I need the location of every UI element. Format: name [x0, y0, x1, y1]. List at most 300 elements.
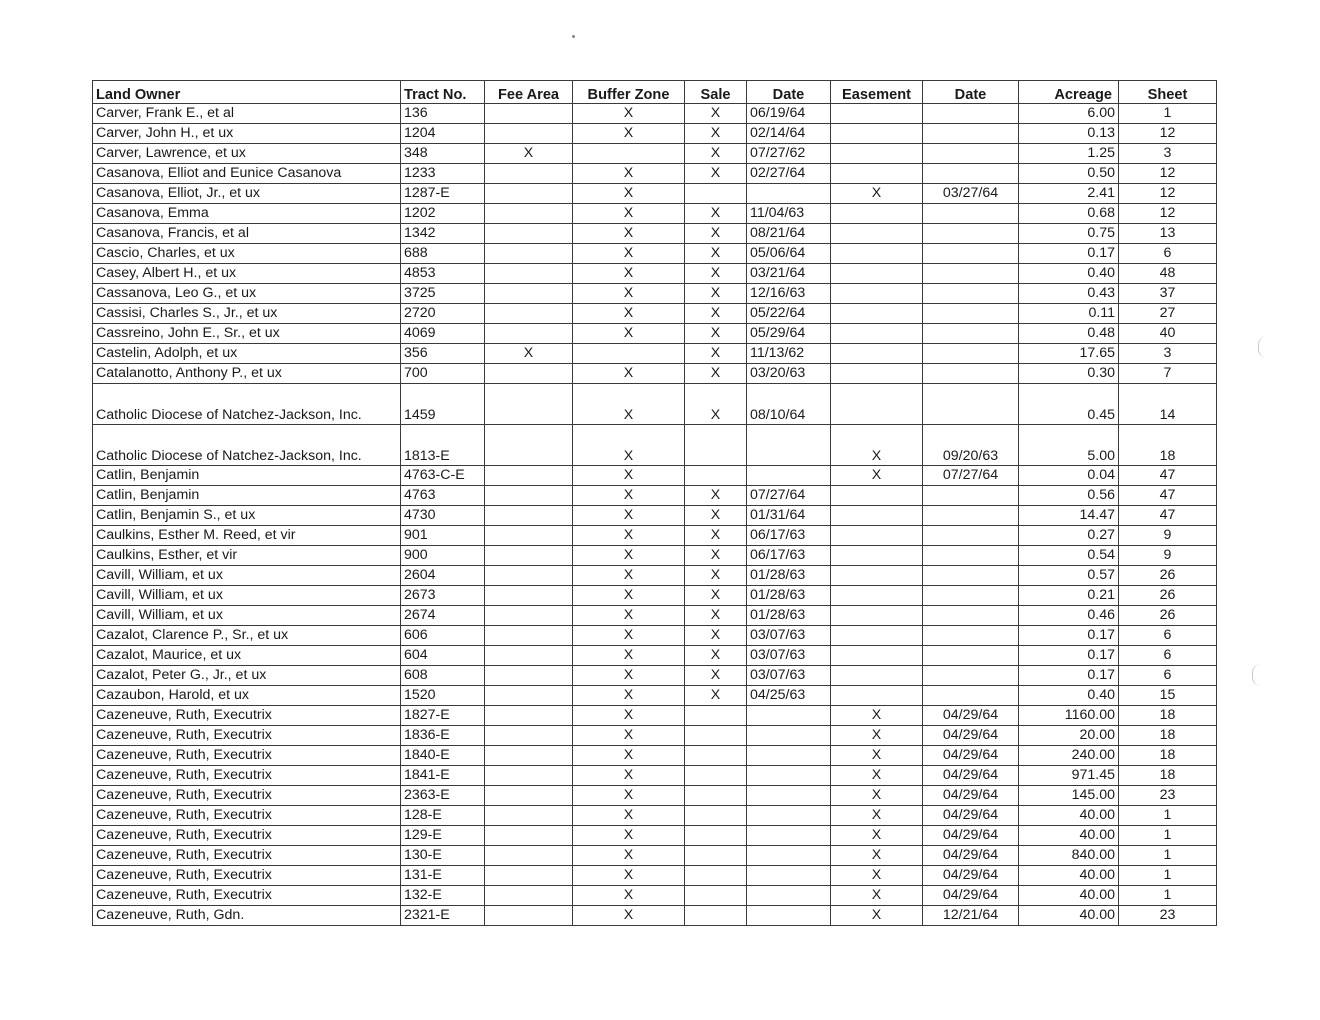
cell-sale-date: 01/28/63 [747, 566, 831, 586]
cell-acreage: 971.45 [1019, 766, 1119, 786]
cell-acreage: 0.46 [1019, 606, 1119, 626]
cell-buffer-zone: X [573, 164, 685, 184]
cell-easement-date [923, 586, 1019, 606]
cell-sale [685, 846, 747, 866]
cell-sheet: 47 [1119, 466, 1217, 486]
cell-sale-date: 03/21/64 [747, 264, 831, 284]
cell-fee-area [485, 746, 573, 766]
cell-fee-area [485, 826, 573, 846]
cell-easement [831, 546, 923, 566]
cell-land-owner: Casey, Albert H., et ux [93, 264, 401, 284]
cell-sale-date: 04/25/63 [747, 686, 831, 706]
cell-sale-date: 01/28/63 [747, 586, 831, 606]
cell-buffer-zone: X [573, 846, 685, 866]
cell-buffer-zone: X [573, 304, 685, 324]
cell-easement-date [923, 164, 1019, 184]
cell-buffer-zone: X [573, 284, 685, 304]
cell-tract-no: 1813-E [401, 425, 485, 466]
header-land-owner: Land Owner [93, 81, 401, 104]
cell-fee-area [485, 646, 573, 666]
table-row [93, 264, 1217, 284]
cell-sale-date: 05/29/64 [747, 324, 831, 344]
cell-acreage: 240.00 [1019, 746, 1119, 766]
cell-easement [831, 666, 923, 686]
cell-land-owner: Cazeneuve, Ruth, Executrix [93, 846, 401, 866]
cell-easement-date: 04/29/64 [923, 706, 1019, 726]
cell-tract-no: 2604 [401, 566, 485, 586]
cell-sheet: 18 [1119, 706, 1217, 726]
cell-sheet: 12 [1119, 164, 1217, 184]
cell-easement-date: 09/20/63 [923, 425, 1019, 466]
cell-easement [831, 104, 923, 124]
cell-easement [831, 324, 923, 344]
cell-easement-date [923, 686, 1019, 706]
table-row [93, 646, 1217, 666]
table-row [93, 144, 1217, 164]
cell-buffer-zone: X [573, 646, 685, 666]
cell-buffer-zone: X [573, 324, 685, 344]
cell-sheet: 18 [1119, 425, 1217, 466]
cell-fee-area [485, 786, 573, 806]
cell-sale-date: 08/21/64 [747, 224, 831, 244]
cell-sale-date: 01/31/64 [747, 506, 831, 526]
table-row [93, 706, 1217, 726]
cell-tract-no: 4763-C-E [401, 466, 485, 486]
cell-easement-date [923, 364, 1019, 384]
cell-sheet: 40 [1119, 324, 1217, 344]
cell-easement-date [923, 264, 1019, 284]
cell-sale: X [685, 586, 747, 606]
cell-acreage: 2.41 [1019, 184, 1119, 204]
cell-tract-no: 1202 [401, 204, 485, 224]
table-row [93, 164, 1217, 184]
cell-tract-no: 1459 [401, 384, 485, 425]
cell-easement-date [923, 646, 1019, 666]
cell-fee-area [485, 546, 573, 566]
table-row [93, 766, 1217, 786]
cell-acreage: 40.00 [1019, 886, 1119, 906]
cell-sheet: 23 [1119, 906, 1217, 926]
cell-fee-area [485, 506, 573, 526]
cell-sheet: 1 [1119, 806, 1217, 826]
table-row [93, 626, 1217, 646]
cell-tract-no: 136 [401, 104, 485, 124]
cell-sale-date: 07/27/62 [747, 144, 831, 164]
cell-sale: X [685, 124, 747, 144]
cell-easement [831, 244, 923, 264]
cell-sheet: 12 [1119, 124, 1217, 144]
cell-tract-no: 1287-E [401, 184, 485, 204]
table-row [93, 806, 1217, 826]
table-row [93, 686, 1217, 706]
cell-easement-date [923, 224, 1019, 244]
cell-tract-no: 1827-E [401, 706, 485, 726]
cell-sale-date [747, 866, 831, 886]
table-row [93, 726, 1217, 746]
header-acreage: Acreage [1019, 81, 1119, 104]
cell-sale-date [747, 766, 831, 786]
cell-land-owner: Carver, John H., et ux [93, 124, 401, 144]
cell-buffer-zone: X [573, 566, 685, 586]
header-fee-area: Fee Area [485, 81, 573, 104]
table-row [93, 425, 1217, 466]
cell-easement [831, 506, 923, 526]
cell-buffer-zone: X [573, 886, 685, 906]
cell-buffer-zone: X [573, 184, 685, 204]
cell-sheet: 13 [1119, 224, 1217, 244]
cell-sale-date: 06/17/63 [747, 526, 831, 546]
cell-fee-area [485, 766, 573, 786]
cell-fee-area [485, 466, 573, 486]
cell-sale: X [685, 606, 747, 626]
cell-buffer-zone: X [573, 746, 685, 766]
cell-tract-no: 2674 [401, 606, 485, 626]
cell-tract-no: 1841-E [401, 766, 485, 786]
cell-easement [831, 304, 923, 324]
cell-fee-area [485, 906, 573, 926]
cell-tract-no: 128-E [401, 806, 485, 826]
cell-easement-date [923, 546, 1019, 566]
table-row [93, 344, 1217, 364]
table-row [93, 826, 1217, 846]
cell-acreage: 1.25 [1019, 144, 1119, 164]
cell-tract-no: 1342 [401, 224, 485, 244]
cell-sale: X [685, 304, 747, 324]
cell-acreage: 0.17 [1019, 626, 1119, 646]
cell-sale-date: 03/07/63 [747, 626, 831, 646]
cell-sale-date: 05/22/64 [747, 304, 831, 324]
table-row [93, 566, 1217, 586]
cell-fee-area [485, 586, 573, 606]
cell-acreage: 40.00 [1019, 826, 1119, 846]
cell-sale-date: 06/17/63 [747, 546, 831, 566]
cell-fee-area [485, 264, 573, 284]
cell-acreage: 0.40 [1019, 686, 1119, 706]
cell-sheet: 26 [1119, 606, 1217, 626]
cell-sale-date: 08/10/64 [747, 384, 831, 425]
cell-tract-no: 2673 [401, 586, 485, 606]
binder-hole-mark [1252, 664, 1261, 686]
cell-sheet: 47 [1119, 506, 1217, 526]
cell-sale-date: 07/27/64 [747, 486, 831, 506]
cell-tract-no: 2720 [401, 304, 485, 324]
cell-fee-area [485, 324, 573, 344]
cell-buffer-zone: X [573, 606, 685, 626]
cell-acreage: 0.75 [1019, 224, 1119, 244]
cell-sale-date: 02/27/64 [747, 164, 831, 184]
cell-acreage: 0.68 [1019, 204, 1119, 224]
cell-easement [831, 566, 923, 586]
cell-easement: X [831, 184, 923, 204]
cell-easement: X [831, 866, 923, 886]
cell-tract-no: 604 [401, 646, 485, 666]
table-row [93, 486, 1217, 506]
cell-acreage: 0.45 [1019, 384, 1119, 425]
table-row [93, 124, 1217, 144]
cell-easement [831, 264, 923, 284]
cell-buffer-zone: X [573, 104, 685, 124]
cell-sale-date [747, 846, 831, 866]
cell-easement-date [923, 486, 1019, 506]
cell-buffer-zone: X [573, 224, 685, 244]
cell-acreage: 0.13 [1019, 124, 1119, 144]
cell-sheet: 1 [1119, 826, 1217, 846]
cell-sale: X [685, 324, 747, 344]
cell-buffer-zone: X [573, 626, 685, 646]
cell-sale [685, 826, 747, 846]
cell-sheet: 3 [1119, 344, 1217, 364]
cell-land-owner: Cascio, Charles, et ux [93, 244, 401, 264]
cell-acreage: 40.00 [1019, 866, 1119, 886]
cell-buffer-zone: X [573, 766, 685, 786]
cell-easement-date: 04/29/64 [923, 786, 1019, 806]
cell-land-owner: Cazeneuve, Ruth, Executrix [93, 786, 401, 806]
cell-tract-no: 1520 [401, 686, 485, 706]
table-row [93, 324, 1217, 344]
cell-sale [685, 806, 747, 826]
cell-land-owner: Cassisi, Charles S., Jr., et ux [93, 304, 401, 324]
cell-buffer-zone: X [573, 486, 685, 506]
cell-land-owner: Cazeneuve, Ruth, Executrix [93, 766, 401, 786]
cell-easement-date: 04/29/64 [923, 766, 1019, 786]
table-row [93, 364, 1217, 384]
cell-land-owner: Cassanova, Leo G., et ux [93, 284, 401, 304]
cell-sale [685, 425, 747, 466]
cell-acreage: 1160.00 [1019, 706, 1119, 726]
cell-tract-no: 608 [401, 666, 485, 686]
cell-easement: X [831, 886, 923, 906]
cell-fee-area [485, 626, 573, 646]
cell-easement-date [923, 526, 1019, 546]
cell-land-owner: Catlin, Benjamin [93, 486, 401, 506]
cell-easement-date [923, 104, 1019, 124]
cell-tract-no: 4853 [401, 264, 485, 284]
table-row [93, 786, 1217, 806]
cell-acreage: 40.00 [1019, 806, 1119, 826]
cell-fee-area [485, 566, 573, 586]
cell-easement: X [831, 766, 923, 786]
cell-tract-no: 348 [401, 144, 485, 164]
cell-sale: X [685, 506, 747, 526]
table-row [93, 746, 1217, 766]
cell-easement-date [923, 244, 1019, 264]
cell-land-owner: Cavill, William, et ux [93, 586, 401, 606]
table-row [93, 546, 1217, 566]
cell-sale: X [685, 666, 747, 686]
cell-sale-date [747, 425, 831, 466]
cell-buffer-zone: X [573, 546, 685, 566]
cell-easement: X [831, 746, 923, 766]
cell-sheet: 12 [1119, 184, 1217, 204]
cell-sale [685, 726, 747, 746]
cell-tract-no: 4069 [401, 324, 485, 344]
cell-acreage: 840.00 [1019, 846, 1119, 866]
cell-easement: X [831, 466, 923, 486]
land-owner-table [92, 80, 1217, 926]
cell-sale-date [747, 184, 831, 204]
cell-fee-area [485, 124, 573, 144]
cell-sheet: 37 [1119, 284, 1217, 304]
cell-sheet: 47 [1119, 486, 1217, 506]
cell-easement-date [923, 344, 1019, 364]
cell-buffer-zone: X [573, 264, 685, 284]
table-row [93, 466, 1217, 486]
cell-sale-date [747, 466, 831, 486]
cell-buffer-zone: X [573, 244, 685, 264]
cell-sale: X [685, 144, 747, 164]
cell-sheet: 1 [1119, 104, 1217, 124]
table-row [93, 284, 1217, 304]
cell-sheet: 6 [1119, 626, 1217, 646]
cell-land-owner: Catlin, Benjamin [93, 466, 401, 486]
cell-acreage: 0.17 [1019, 646, 1119, 666]
cell-acreage: 0.57 [1019, 566, 1119, 586]
cell-land-owner: Cassreino, John E., Sr., et ux [93, 324, 401, 344]
cell-land-owner: Casanova, Elliot, Jr., et ux [93, 184, 401, 204]
table-body [93, 104, 1217, 926]
cell-easement [831, 526, 923, 546]
cell-sheet: 26 [1119, 586, 1217, 606]
cell-acreage: 0.56 [1019, 486, 1119, 506]
cell-sale: X [685, 566, 747, 586]
cell-buffer-zone: X [573, 666, 685, 686]
cell-sale-date: 05/06/64 [747, 244, 831, 264]
table-row [93, 506, 1217, 526]
cell-land-owner: Cazeneuve, Ruth, Gdn. [93, 906, 401, 926]
cell-land-owner: Caulkins, Esther, et vir [93, 546, 401, 566]
cell-tract-no: 131-E [401, 866, 485, 886]
cell-sale: X [685, 244, 747, 264]
cell-fee-area [485, 866, 573, 886]
table-row [93, 224, 1217, 244]
cell-tract-no: 1204 [401, 124, 485, 144]
cell-easement-date [923, 506, 1019, 526]
cell-sale-date: 06/19/64 [747, 104, 831, 124]
cell-easement [831, 384, 923, 425]
cell-easement: X [831, 826, 923, 846]
cell-easement [831, 124, 923, 144]
cell-land-owner: Casanova, Elliot and Eunice Casanova [93, 164, 401, 184]
cell-easement-date [923, 666, 1019, 686]
cell-buffer-zone: X [573, 906, 685, 926]
cell-sheet: 9 [1119, 526, 1217, 546]
cell-sale-date: 11/04/63 [747, 204, 831, 224]
table-row [93, 104, 1217, 124]
cell-land-owner: Cazalot, Peter G., Jr., et ux [93, 666, 401, 686]
header-easement-date: Date [923, 81, 1019, 104]
cell-fee-area [485, 104, 573, 124]
cell-fee-area [485, 184, 573, 204]
cell-sale [685, 466, 747, 486]
cell-fee-area [485, 806, 573, 826]
cell-easement: X [831, 425, 923, 466]
table-header-row [93, 81, 1217, 104]
cell-sale: X [685, 264, 747, 284]
cell-easement [831, 606, 923, 626]
cell-easement-date [923, 284, 1019, 304]
cell-tract-no: 129-E [401, 826, 485, 846]
cell-sale: X [685, 546, 747, 566]
cell-tract-no: 1233 [401, 164, 485, 184]
cell-sheet: 15 [1119, 686, 1217, 706]
cell-tract-no: 130-E [401, 846, 485, 866]
cell-acreage: 0.04 [1019, 466, 1119, 486]
header-sale: Sale [685, 81, 747, 104]
cell-easement-date: 04/29/64 [923, 726, 1019, 746]
cell-acreage: 6.00 [1019, 104, 1119, 124]
cell-sale [685, 866, 747, 886]
cell-sheet: 27 [1119, 304, 1217, 324]
cell-easement-date: 03/27/64 [923, 184, 1019, 204]
cell-fee-area: X [485, 144, 573, 164]
cell-easement-date [923, 124, 1019, 144]
cell-fee-area [485, 244, 573, 264]
cell-buffer-zone: X [573, 506, 685, 526]
cell-sale: X [685, 284, 747, 304]
cell-easement [831, 204, 923, 224]
cell-easement-date [923, 626, 1019, 646]
cell-sale-date [747, 726, 831, 746]
cell-sale [685, 766, 747, 786]
cell-land-owner: Carver, Lawrence, et ux [93, 144, 401, 164]
cell-sale-date [747, 746, 831, 766]
cell-land-owner: Catholic Diocese of Natchez-Jackson, Inc. [93, 425, 401, 466]
cell-fee-area [485, 384, 573, 425]
cell-fee-area [485, 425, 573, 466]
table-row [93, 846, 1217, 866]
cell-easement: X [831, 906, 923, 926]
cell-buffer-zone: X [573, 364, 685, 384]
cell-tract-no: 688 [401, 244, 485, 264]
cell-acreage: 0.50 [1019, 164, 1119, 184]
cell-acreage: 14.47 [1019, 506, 1119, 526]
cell-fee-area [485, 164, 573, 184]
cell-tract-no: 4763 [401, 486, 485, 506]
cell-sheet: 6 [1119, 244, 1217, 264]
cell-easement: X [831, 786, 923, 806]
cell-land-owner: Cazaubon, Harold, et ux [93, 686, 401, 706]
cell-land-owner: Cazeneuve, Ruth, Executrix [93, 826, 401, 846]
cell-easement [831, 646, 923, 666]
cell-sale-date: 03/20/63 [747, 364, 831, 384]
cell-sheet: 1 [1119, 866, 1217, 886]
cell-acreage: 0.27 [1019, 526, 1119, 546]
cell-fee-area [485, 204, 573, 224]
cell-sale [685, 906, 747, 926]
cell-sheet: 18 [1119, 766, 1217, 786]
cell-easement [831, 626, 923, 646]
cell-fee-area [485, 284, 573, 304]
cell-sale: X [685, 344, 747, 364]
cell-fee-area [485, 526, 573, 546]
cell-land-owner: Catholic Diocese of Natchez-Jackson, Inc. [93, 384, 401, 425]
cell-land-owner: Cazeneuve, Ruth, Executrix [93, 886, 401, 906]
cell-acreage: 5.00 [1019, 425, 1119, 466]
cell-land-owner: Cazalot, Maurice, et ux [93, 646, 401, 666]
cell-fee-area [485, 304, 573, 324]
cell-acreage: 20.00 [1019, 726, 1119, 746]
cell-buffer-zone: X [573, 384, 685, 425]
cell-easement-date [923, 304, 1019, 324]
cell-fee-area [485, 364, 573, 384]
cell-sale-date [747, 806, 831, 826]
table-row [93, 304, 1217, 324]
cell-acreage: 0.48 [1019, 324, 1119, 344]
cell-sheet: 12 [1119, 204, 1217, 224]
table-row [93, 886, 1217, 906]
binder-hole-mark [1258, 336, 1267, 358]
cell-fee-area [485, 686, 573, 706]
